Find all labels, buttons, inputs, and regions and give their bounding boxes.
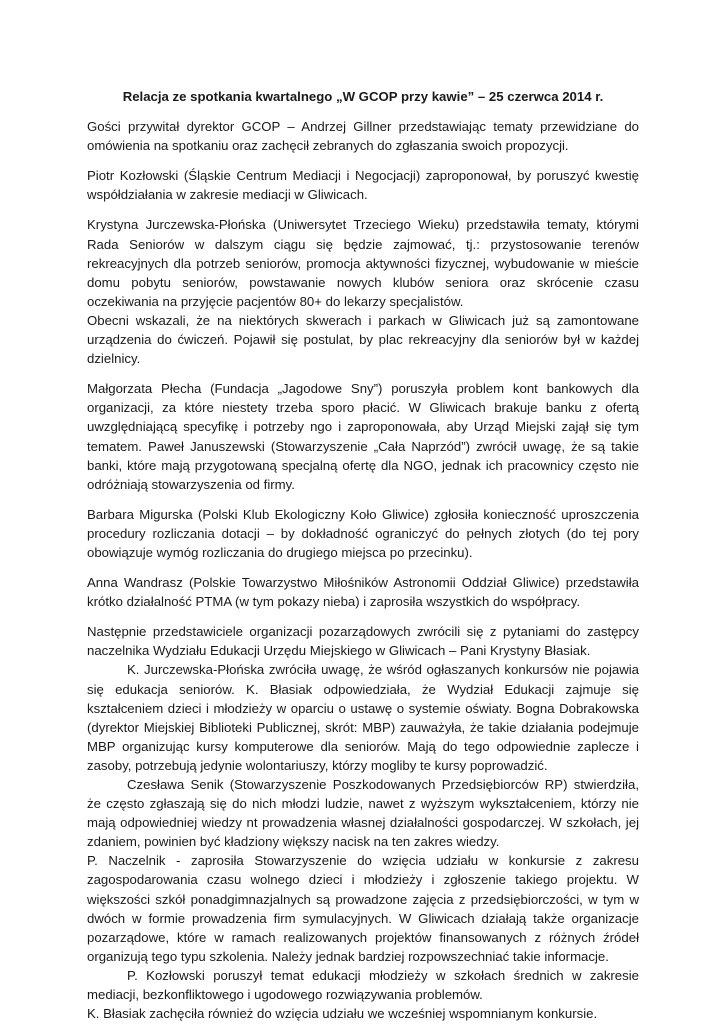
paragraph-questions-intro: Następnie przedstawiciele organizacji pozarządowych zwrócili się z pytaniami do zastępcy naczelnika Wydziału Edukacji Urzędu Miejskiego w Gliwicach – Pani Krystyny Błasiak. bbox=[87, 624, 639, 659]
paragraph-kozlowski-mediation: P. Kozłowski poruszył temat edukacji młodzieży w szkołach średnich w zakresie mediacji, bezkonfliktowego i ugodowego rozwiązywania problemów. bbox=[87, 967, 639, 1003]
paragraph-welcome: Gości przywitał dyrektor GCOP – Andrzej Gillner przedstawiając tematy przewidziane do omówienia na spotkaniu oraz zachęcił zebranych do zgłaszania swoich propozycji. bbox=[87, 119, 639, 154]
paragraph-plecha: Małgorzata Płecha (Fundacja „Jagodowe Sny”) poruszyła problem kont bankowych dla organizacji, za które niestety trzeba sporo płacić. W Gliwicach brakuje banku z ofertą uwzględniającą specyfikę i potrzeby ngo i zaproponowała, aby Urząd Miejski zajął się tym tematem. Paweł Januszewski (Stowarzyszenie „Cała Naprzód”) zwrócił uwagę, że są takie banki, które mają przygotowaną specjalną ofertę dla NGO, jednak ich pracownicy często nie odróżniają stowarzyszenia od firmy. bbox=[87, 381, 639, 492]
paragraph-obecni: Obecni wskazali, że na niektórych skwerach i parkach w Gliwicach już są zamontowane urządzenia do ćwiczeń. Pojawił się postulat, by plac rekreacyjny dla seniorów był w każdej dzielnicy. bbox=[87, 312, 639, 367]
paragraph-wandrasz: Anna Wandrasz (Polskie Towarzystwo Miłośników Astronomii Oddział Gliwice) przedstawiła krótko działalność PTMA (w tym pokazy nieba) i zaprosiła wszystkich do współpracy. bbox=[87, 575, 639, 610]
paragraph-jurczewska: Krystyna Jurczewska-Płońska (Uniwersytet Trzeciego Wieku) przedstawiła tematy, którymi Rada Seniorów w dalszym ciągu się będzie zajmować, tj.: przystosowanie terenów rekreacyjnych dla potrzeb seniorów, promocja aktywności fizycznej, wybudowanie w mieście domu pobytu seniorów, powstawanie nowych klubów seniora oraz skrócenie czasu oczekiwania na przyjęcie pacjentów 80+ do lekarzy specjalistów. bbox=[87, 217, 639, 309]
paragraph-naczelnik: P. Naczelnik - zaprosiła Stowarzyszenie do wzięcia udziału w konkursie z zakresu zagospodarowania czasu wolnego dzieci i młodzieży i zgłoszenie takiego projektu. W większości szkół ponadgimnazjalnych są prowadzone zajęcia z przedsiębiorczości, w tym w dwóch w formie prowadzenia firm symulacyjnych. W Gliwicach działają także organizacje pozarządowe, które w ramach realizowanych projektów finansowanych z różnych źródeł organizują tego typu szkolenia. Należy jednak bardziej rozpowszechniać takie informacje. bbox=[87, 853, 639, 964]
paragraph-senik: Czesława Senik (Stowarzyszenie Poszkodowanych Przedsiębiorców RP) stwierdziła, że często zgłaszają się do nich młodzi ludzie, nawet z wyższym wykształceniem, którzy nie mają odpowiedniej wiedzy nt prowadzenia własnej działalności gospodarczej. W szkołach, jej zdaniem, powinien być kładziony większy nacisk na ten zakres wiedzy. bbox=[87, 777, 639, 850]
paragraph-migurska: Barbara Migurska (Polski Klub Ekologiczny Koło Gliwice) zgłosiła konieczność uproszczenia procedury rozliczania dotacji – by dokładność ograniczyć do pełnych złotych (do tej pory obowiązuje wymóg rozliczania do drugiego miejsca po przecinku). bbox=[87, 506, 639, 560]
paragraph-blasiak-closing: K. Błasiak zachęciła również do wzięcia udziału we wcześniej wspomnianym konkursie. bbox=[87, 1006, 598, 1022]
paragraph-kozlowski: Piotr Kozłowski (Śląskie Centrum Mediacji i Negocjacji) zaproponował, by poruszyć kwestię współdziałania w zakresie mediacji w Gliwicach. bbox=[87, 168, 639, 203]
document-title: Relacja ze spotkania kwartalnego „W GCOP przy kawie” – 25 czerwca 2014 r. bbox=[122, 89, 604, 104]
document-page bbox=[87, 87, 639, 1023]
paragraph-seniors-education: K. Jurczewska-Płońska zwróciła uwagę, że wśród ogłaszanych konkursów nie pojawia się edukacja seniorów. K. Błasiak odpowiedziała, że Wydział Edukacji zajmuje się kształceniem dzieci i młodzieży w oparciu o ustawę o systemie oświaty. Bogna Dobrakowska (dyrektor Miejskiej Biblioteki Publicznej, skrót: MBP) zauważyła, że takie działania podejmuje MBP organizując kursy komputerowe dla seniorów. Mają do tego odpowiednie zaplecze i zasoby, potrzebują jedynie wolontariuszy, którzy mogliby te kursy poprowadzić. bbox=[87, 662, 639, 773]
